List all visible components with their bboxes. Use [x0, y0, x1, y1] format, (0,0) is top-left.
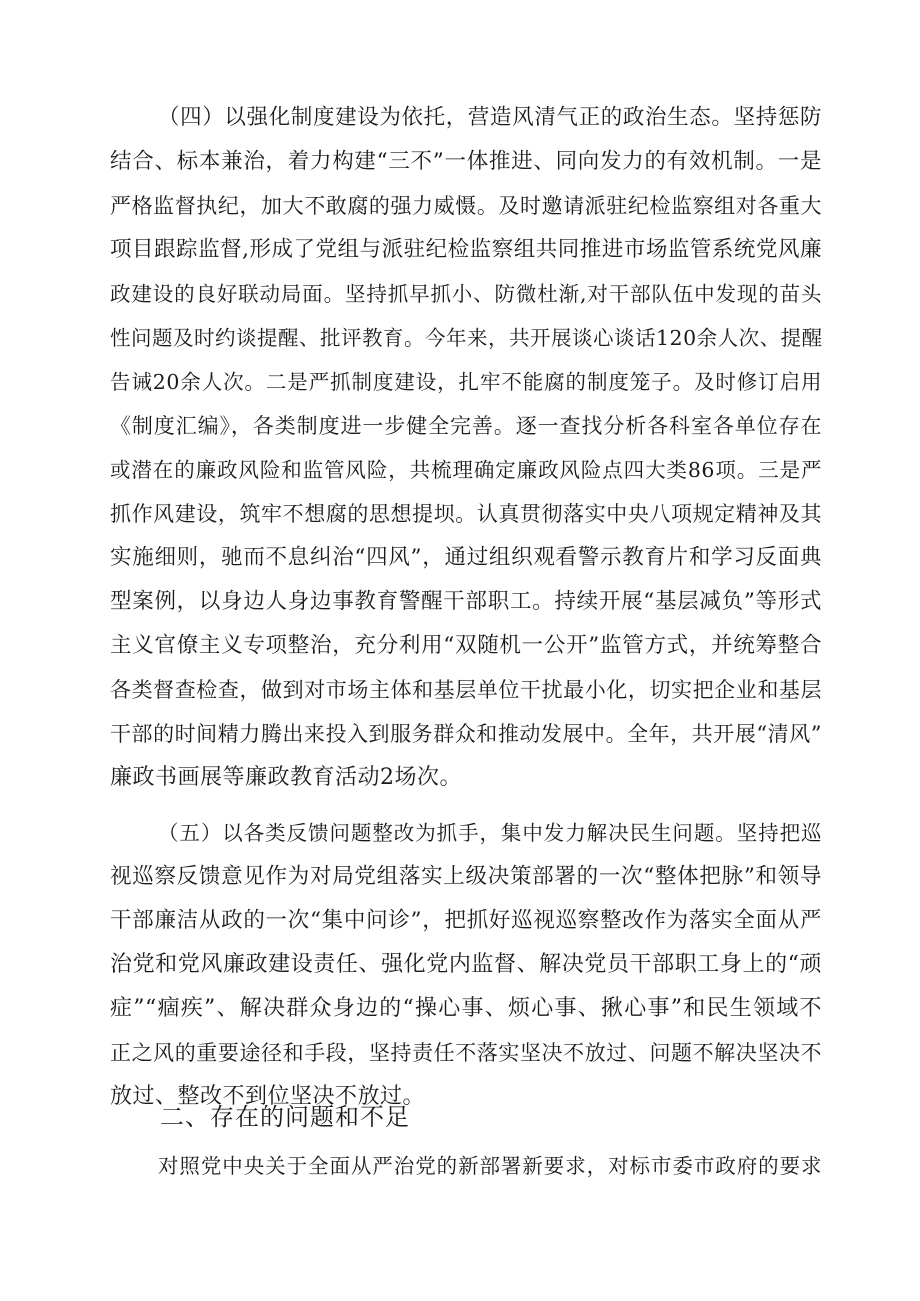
paragraph-line: 视巡察反馈意见作为对局党组落实上级决策部署的一次“整体把脉”和领导 [110, 864, 822, 889]
paragraph-line: 型案例，以身边人身边事教育警醒干部职工。持续开展“基层减负”等形式 [110, 589, 822, 614]
paragraph-line: 告诫20余人次。二是严抓制度建设，扎牢不能腐的制度笼子。及时修订启用 [110, 370, 822, 394]
paragraph-line: 廉政书画展等廉政教育活动2场次。 [110, 765, 462, 790]
paragraph-line: 性问题及时约谈提醒、批评教育。今年来，共开展谈心谈话120余人次、提醒 [110, 326, 823, 350]
paragraph-line: 各类督查检查，做到对市场主体和基层单位干扰最小化，切实把企业和基层 [110, 678, 822, 702]
paragraph-line: 正之风的重要途径和手段，坚持责任不落实坚决不放过、问题不解决坚决不 [110, 1041, 822, 1065]
paragraph-line: 对照党中央关于全面从严治党的新部署新要求，对标市委市政府的要求 [158, 1154, 822, 1178]
paragraph-line: （四）以强化制度建设为依托，营造风清气正的政治生态。坚持惩防 [158, 105, 822, 130]
paragraph-line: 项目跟踪监督,形成了党组与派驻纪检监察组共同推进市场监管系统党风廉 [110, 237, 822, 262]
paragraph-line: 抓作风建设，筑牢不想腐的思想提坝。认真贯彻落实中央八项规定精神及其 [110, 502, 822, 526]
section-heading: 二、存在的问题和不足 [160, 1103, 410, 1131]
paragraph-line: 症”“痼疾”、解决群众身边的“操心事、烦心事、揪心事”和民生领域不 [110, 996, 822, 1021]
paragraph-line: 放过、整改不到位坚决不放过。 [110, 1084, 426, 1109]
paragraph-line: （五）以各类反馈问题整改为抓手，集中发力解决民生问题。坚持把巡 [158, 821, 822, 845]
paragraph-line: 严格监督执纪，加大不敢腐的强力威慑。及时邀请派驻纪检监察组对各重大 [110, 194, 822, 218]
paragraph-line: 实施细则，驰而不息纠治“四风”，通过组织观看警示教育片和学习反面典 [110, 545, 822, 570]
paragraph-line: 或潜在的廉政风险和监管风险，共梳理确定廉政风险点四大类86项。三是严 [110, 458, 822, 482]
paragraph-line: 主义官僚主义专项整治，充分利用“双随机一公开”监管方式，并统筹整合 [110, 633, 822, 658]
paragraph-line: 治党和党风廉政建设责任、强化党内监督、解决党员干部职工身上的“顽 [110, 952, 822, 977]
paragraph-line: 干部廉洁从政的一次“集中问诊”，把抓好巡视巡察整改作为落实全面从严 [110, 908, 822, 933]
paragraph-line: 《制度汇编》，各类制度进一步健全完善。逐一查找分析各科室各单位存在 [110, 414, 822, 438]
paragraph-line: 政建设的良好联动局面。坚持抓早抓小、防微杜渐,对干部队伍中发现的苗头 [110, 282, 822, 306]
paragraph-line: 干部的时间精力腾出来投入到服务群众和推动发展中。全年，共开展“清风” [110, 722, 822, 746]
paragraph-line: 结合、标本兼治，着力构建“三不”一体推进、同向发力的有效机制。一是 [110, 149, 822, 174]
